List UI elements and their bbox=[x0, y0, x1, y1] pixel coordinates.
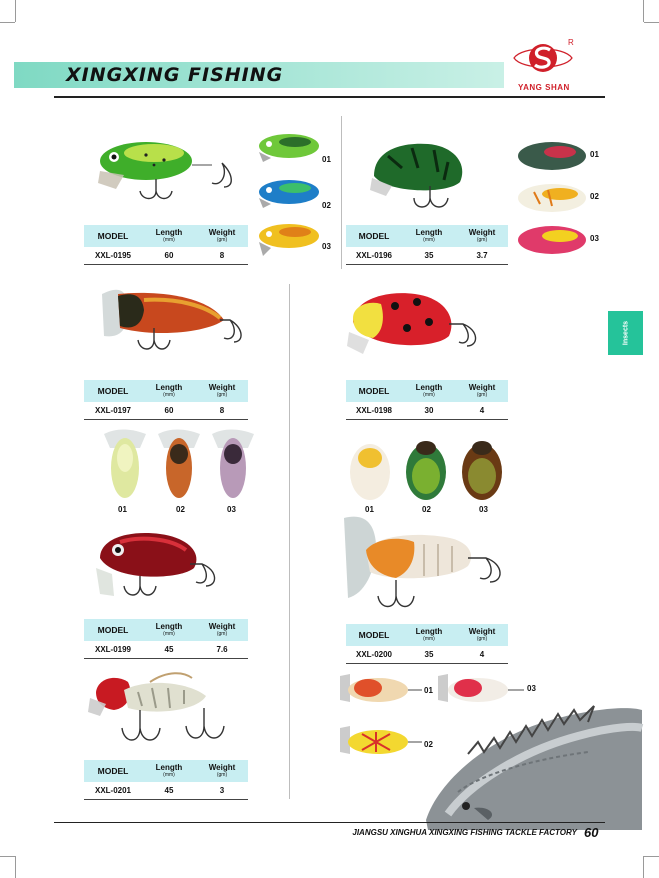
crop-mark bbox=[643, 856, 644, 878]
variant-label: 01 bbox=[322, 155, 331, 164]
model-header: MODEL bbox=[84, 380, 142, 402]
brand-name: YANG SHAN bbox=[518, 83, 570, 92]
variant-label: 01 bbox=[118, 505, 127, 514]
weight-header: Weight (gm) bbox=[196, 619, 248, 641]
crop-mark bbox=[644, 22, 659, 23]
weight-header: Weight (gm) bbox=[456, 225, 508, 247]
spec-table-xxl-0200 bbox=[346, 624, 508, 664]
column-divider bbox=[341, 116, 342, 269]
variant-label: 03 bbox=[227, 505, 236, 514]
weight-header: Weight (gm) bbox=[456, 624, 508, 646]
lure-variant-image bbox=[514, 224, 590, 256]
model-header: MODEL bbox=[84, 760, 142, 782]
weight-header: Weight (gm) bbox=[196, 380, 248, 402]
variant-label: 03 bbox=[527, 684, 536, 693]
lure-variant-image bbox=[348, 436, 392, 500]
crop-mark bbox=[15, 0, 16, 22]
spec-table-xxl-0201 bbox=[84, 760, 248, 800]
variant-label: 03 bbox=[479, 505, 488, 514]
registered-mark: R bbox=[568, 38, 574, 47]
variant-label: 01 bbox=[365, 505, 374, 514]
weight-value: 8 bbox=[196, 247, 248, 265]
variant-label: 03 bbox=[322, 242, 331, 251]
weight-value: 8 bbox=[196, 402, 248, 420]
crop-mark bbox=[0, 856, 15, 857]
spec-table-xxl-0195 bbox=[84, 225, 248, 265]
variant-label: 02 bbox=[422, 505, 431, 514]
length-value: 35 bbox=[402, 646, 456, 664]
length-value: 45 bbox=[142, 641, 196, 659]
lure-variant-image bbox=[208, 428, 258, 502]
lure-variant-image bbox=[255, 132, 325, 162]
lure-image-xxl-0197 bbox=[98, 280, 248, 360]
length-value: 60 bbox=[142, 402, 196, 420]
model-value: XXL-0198 bbox=[346, 402, 402, 420]
variant-label: 02 bbox=[322, 201, 331, 210]
footer-rule bbox=[54, 822, 605, 823]
lure-image-xxl-0196 bbox=[368, 138, 478, 213]
lure-variant-image bbox=[338, 724, 424, 764]
variant-label: 01 bbox=[424, 686, 433, 695]
lure-image-xxl-0201 bbox=[88, 668, 248, 758]
lure-variant-image bbox=[100, 428, 150, 502]
model-header: MODEL bbox=[346, 380, 402, 402]
page-number: 60 bbox=[584, 825, 599, 840]
category-tab-label: Insects bbox=[622, 320, 629, 346]
spec-table-xxl-0197 bbox=[84, 380, 248, 420]
lure-variant-image bbox=[338, 672, 424, 708]
lure-variant-image bbox=[255, 178, 325, 208]
length-value: 30 bbox=[402, 402, 456, 420]
length-header: Length (mm) bbox=[142, 380, 196, 402]
lure-image-xxl-0200 bbox=[340, 514, 520, 620]
column-divider bbox=[289, 284, 290, 799]
length-header: Length (mm) bbox=[142, 760, 196, 782]
length-header: Length (mm) bbox=[142, 619, 196, 641]
lure-image-xxl-0198 bbox=[345, 288, 495, 368]
category-tab bbox=[608, 311, 643, 355]
lure-variant-image bbox=[255, 222, 325, 256]
model-header: MODEL bbox=[346, 624, 402, 646]
length-value: 45 bbox=[142, 782, 196, 800]
model-value: XXL-0199 bbox=[84, 641, 142, 659]
lure-image-xxl-0199 bbox=[90, 528, 230, 608]
model-value: XXL-0196 bbox=[346, 247, 402, 265]
lure-variant-image bbox=[154, 428, 204, 502]
weight-value: 3.7 bbox=[456, 247, 508, 265]
weight-header: Weight (gm) bbox=[456, 380, 508, 402]
length-value: 60 bbox=[142, 247, 196, 265]
length-header: Length (mm) bbox=[402, 380, 456, 402]
spec-table-xxl-0196 bbox=[346, 225, 508, 265]
lure-image-xxl-0195 bbox=[94, 135, 244, 205]
spec-table-xxl-0199 bbox=[84, 619, 248, 659]
length-value: 35 bbox=[402, 247, 456, 265]
variant-label: 01 bbox=[590, 150, 599, 159]
crop-mark bbox=[643, 0, 644, 22]
crop-mark bbox=[15, 856, 16, 878]
model-header: MODEL bbox=[84, 225, 142, 247]
weight-header: Weight (gm) bbox=[196, 760, 248, 782]
crop-mark bbox=[644, 856, 659, 857]
model-value: XXL-0195 bbox=[84, 247, 142, 265]
spec-table-xxl-0198 bbox=[346, 380, 508, 420]
weight-value: 4 bbox=[456, 402, 508, 420]
brand-logo bbox=[510, 36, 576, 84]
model-value: XXL-0201 bbox=[84, 782, 142, 800]
weight-value: 4 bbox=[456, 646, 508, 664]
variant-label: 02 bbox=[590, 192, 599, 201]
crop-mark bbox=[0, 22, 15, 23]
lure-variant-image bbox=[514, 182, 590, 214]
variant-label: 03 bbox=[590, 234, 599, 243]
length-header: Length (mm) bbox=[402, 624, 456, 646]
length-header: Length (mm) bbox=[402, 225, 456, 247]
page-title: XINGXING FISHING bbox=[66, 64, 284, 86]
model-value: XXL-0197 bbox=[84, 402, 142, 420]
decorative-fish-image bbox=[418, 696, 642, 830]
variant-label: 02 bbox=[424, 740, 433, 749]
weight-value: 3 bbox=[196, 782, 248, 800]
model-header: MODEL bbox=[346, 225, 402, 247]
company-name: JIANGSU XINGHUA XINGXING FISHING TACKLE FACTORY bbox=[352, 828, 577, 837]
weight-value: 7.6 bbox=[196, 641, 248, 659]
header-rule bbox=[54, 96, 605, 98]
lure-variant-image bbox=[404, 436, 448, 500]
lure-variant-image bbox=[460, 436, 504, 500]
model-header: MODEL bbox=[84, 619, 142, 641]
lure-variant-image bbox=[514, 140, 590, 172]
weight-header: Weight (gm) bbox=[196, 225, 248, 247]
model-value: XXL-0200 bbox=[346, 646, 402, 664]
length-header: Length (mm) bbox=[142, 225, 196, 247]
variant-label: 02 bbox=[176, 505, 185, 514]
